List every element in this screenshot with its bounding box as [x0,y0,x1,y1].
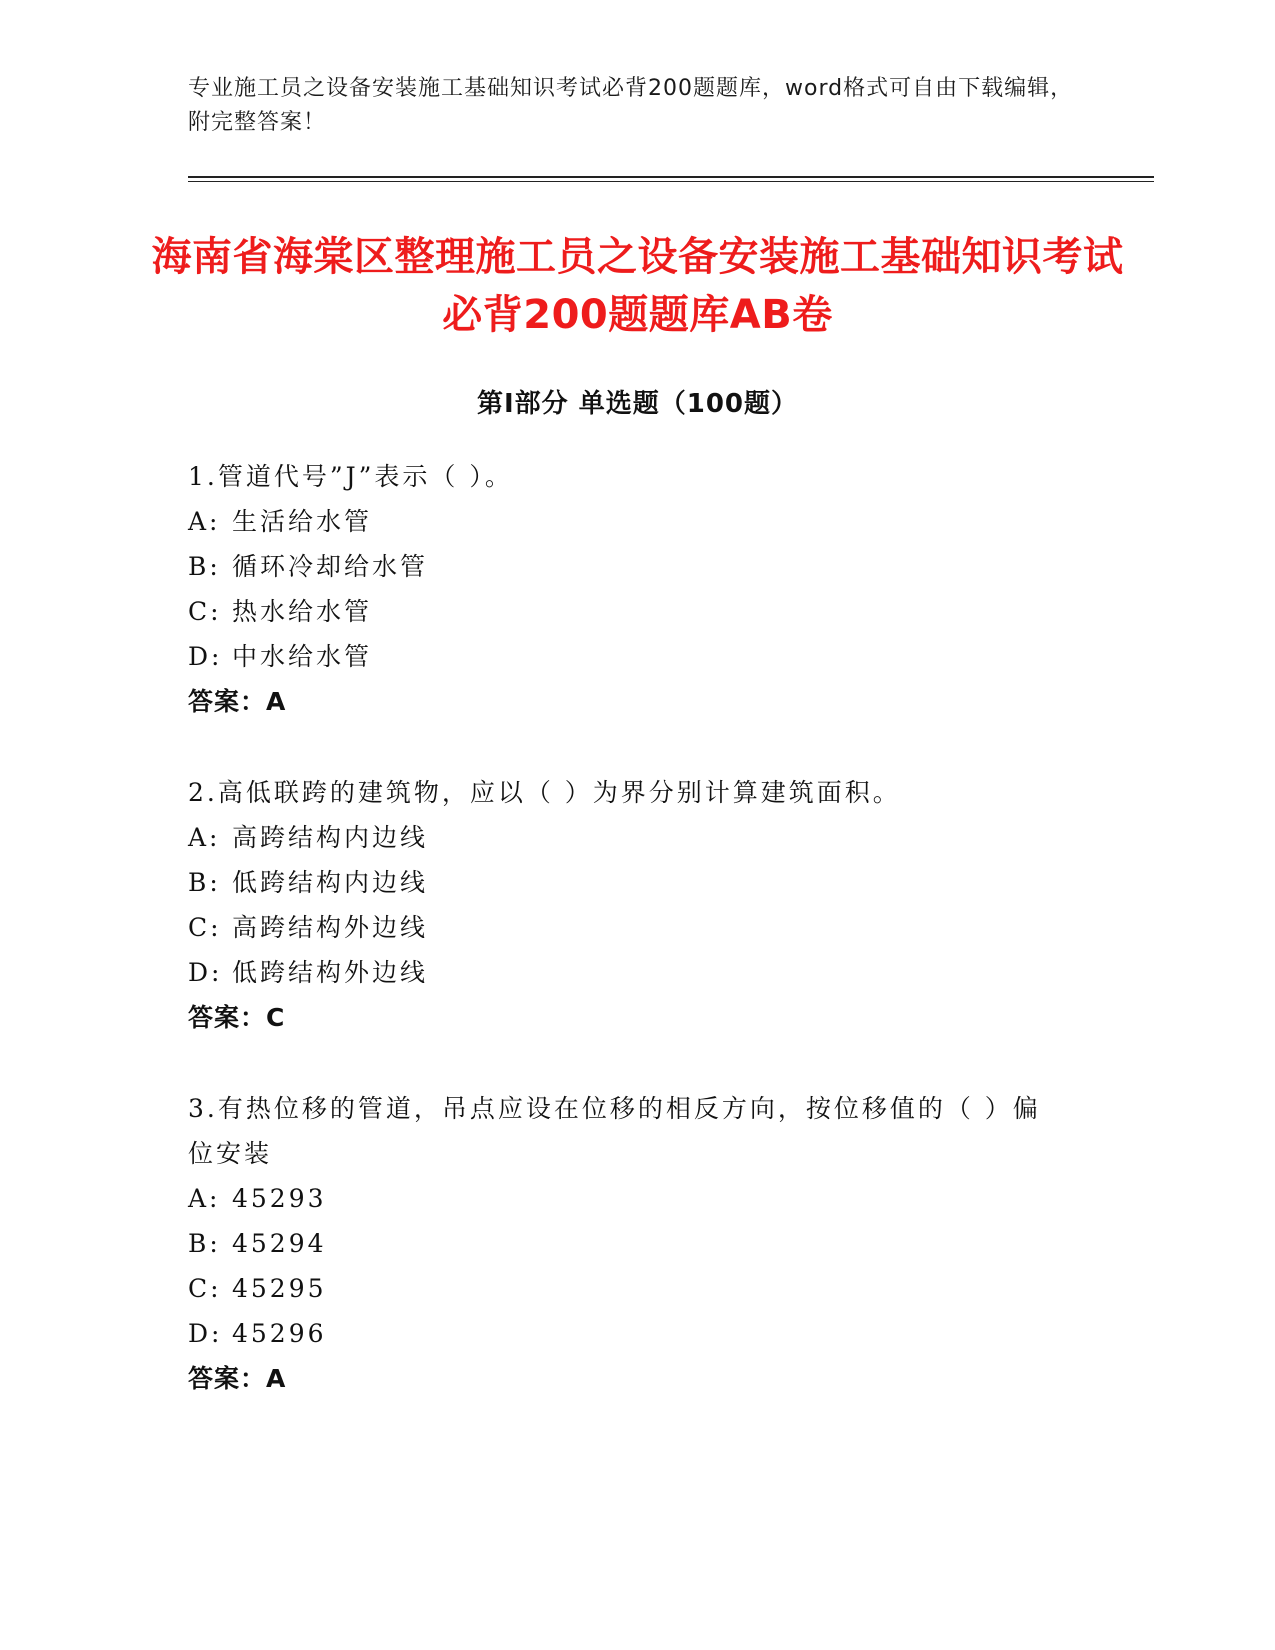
question-stem: 3.有热位移的管道，吊点应设在位移的相反方向，按位移值的（ ）偏位安装 [188,1094,1041,1168]
option-a [188,499,1068,544]
option-c [188,1266,1068,1311]
option-letter: C: [188,597,222,626]
document-title: 海南省海棠区整理施工员之设备安装施工基础知识考试必背200题题库AB卷 [151,234,1124,338]
header-rule-thin [188,181,1154,182]
option-text: 生活给水管 [232,507,373,536]
option-text: 高跨结构内边线 [232,823,429,852]
option-text: 45296 [232,1319,327,1348]
header-rule-thick [188,176,1154,178]
question-stem: 2.高低联跨的建筑物，应以（ ）为界分别计算建筑面积。 [188,778,901,807]
answer: 答案：C [188,1003,286,1032]
option-text: 低跨结构外边线 [232,958,429,987]
option-text: 低跨结构内边线 [232,868,429,897]
option-text: 45295 [232,1274,327,1303]
option-text: 循环冷却给水管 [232,552,429,581]
question-1 [188,454,1068,724]
option-letter: B: [188,868,221,897]
option-letter: C: [188,1274,222,1303]
option-letter: A: [188,1184,221,1213]
option-d [188,634,1068,679]
option-letter: C: [188,913,222,942]
option-d [188,1311,1068,1356]
option-text: 热水给水管 [232,597,373,626]
option-text: 45293 [232,1184,327,1213]
option-letter: D: [188,958,223,987]
option-text: 45294 [232,1229,327,1258]
option-c [188,589,1068,634]
answer: 答案：A [188,1364,287,1393]
header-note: 专业施工员之设备安装施工基础知识考试必背200题题库，word格式可自由下载编辑，附完整答案！ [188,76,1074,135]
option-text: 高跨结构外边线 [232,913,429,942]
option-d [188,950,1068,995]
question-3 [188,1086,1068,1401]
section-title: 第I部分 单选题（100题） [477,389,798,419]
option-letter: D: [188,642,223,671]
option-b [188,860,1068,905]
option-letter: B: [188,1229,221,1258]
option-c [188,905,1068,950]
option-b [188,544,1068,589]
answer: 答案：A [188,687,287,716]
option-a [188,1176,1068,1221]
question-2 [188,770,1068,1040]
option-letter: D: [188,1319,223,1348]
option-b [188,1221,1068,1266]
option-letter: B: [188,552,221,581]
option-letter: A: [188,823,221,852]
option-letter: A: [188,507,221,536]
question-stem: 1.管道代号”J”表示（ ）。 [188,462,513,491]
option-text: 中水给水管 [232,642,373,671]
option-a [188,815,1068,860]
